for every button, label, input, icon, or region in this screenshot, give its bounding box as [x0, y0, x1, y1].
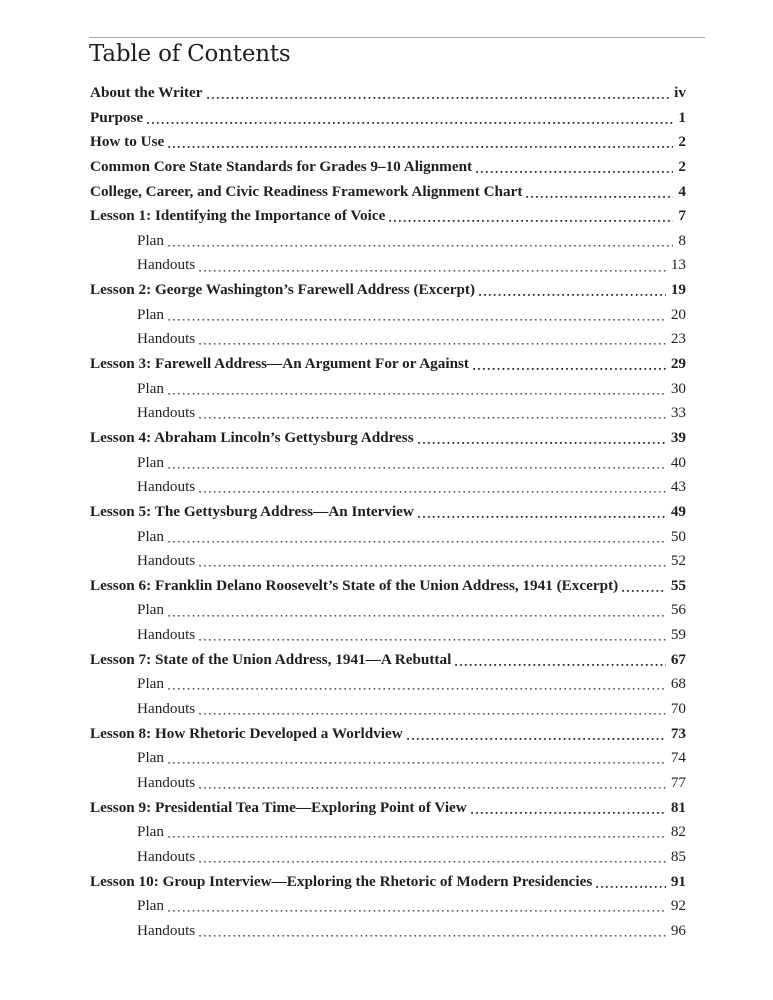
- toc-entry-page: 1: [678, 108, 686, 126]
- toc-entry: [90, 81, 686, 106]
- toc-subentry: [90, 598, 686, 623]
- toc-entry-label: Handouts: [137, 478, 196, 496]
- toc-leader-dots: [147, 106, 673, 131]
- toc-entry-page: 49: [670, 502, 686, 520]
- toc-entry-label: Plan: [137, 823, 165, 841]
- toc-entry-page: 33: [670, 404, 686, 422]
- toc-entry-page: 23: [670, 330, 686, 348]
- toc-entry: [90, 130, 686, 155]
- toc-subentry: [90, 327, 686, 352]
- toc-subentry: [90, 451, 686, 476]
- toc-entry-label: College, Career, and Civic Readiness Framework Alignment Chart: [90, 182, 523, 200]
- header-rule: [89, 37, 705, 38]
- toc-entry-label: Lesson 3: Farewell Address—An Argument For or Against: [90, 355, 469, 373]
- toc-entry-label: Plan: [137, 675, 165, 693]
- toc-entry: [90, 180, 686, 205]
- toc-entry-page: 8: [678, 231, 686, 249]
- toc-leader-dots: [207, 81, 670, 106]
- toc-leader-dots: [168, 130, 673, 155]
- toc-leader-dots: [199, 697, 666, 722]
- toc-subentry: [90, 672, 686, 697]
- toc-leader-dots: [199, 253, 666, 278]
- toc-subentry: [90, 475, 686, 500]
- toc-entry: [90, 106, 686, 131]
- toc-list: [90, 81, 686, 943]
- toc-entry-page: 52: [670, 552, 686, 570]
- toc-leader-dots: [418, 500, 666, 525]
- toc-entry-label: Common Core State Standards for Grades 9–10 Alignment: [90, 157, 473, 175]
- toc-entry-page: 50: [670, 527, 686, 545]
- toc-subentry: [90, 746, 686, 771]
- toc-leader-dots: [168, 451, 666, 476]
- toc-entry-page: 59: [670, 626, 686, 644]
- toc-entry-label: Lesson 2: George Washington’s Farewell Address (Excerpt): [90, 281, 476, 299]
- toc-entry-page: 43: [670, 478, 686, 496]
- page-title: Table of Contents: [89, 41, 291, 67]
- toc-entry-page: 73: [670, 724, 686, 742]
- toc-entry-page: 2: [678, 133, 686, 151]
- toc-subentry: [90, 253, 686, 278]
- toc-entry-label: Handouts: [137, 921, 196, 939]
- toc-entry-page: 19: [670, 281, 686, 299]
- toc-entry-label: Handouts: [137, 552, 196, 570]
- toc-leader-dots: [473, 352, 666, 377]
- toc-entry-page: 82: [670, 823, 686, 841]
- toc-subentry: [90, 549, 686, 574]
- toc-entry-page: 67: [670, 650, 686, 668]
- toc-leader-dots: [199, 919, 666, 944]
- toc-entry-page: 40: [670, 453, 686, 471]
- toc-entry-page: 68: [670, 675, 686, 693]
- toc-subentry: [90, 820, 686, 845]
- toc-entry-page: 29: [670, 355, 686, 373]
- toc-leader-dots: [526, 180, 673, 205]
- toc-leader-dots: [622, 574, 666, 599]
- toc-entry-label: Handouts: [137, 847, 196, 865]
- toc-leader-dots: [168, 598, 666, 623]
- toc-subentry: [90, 623, 686, 648]
- toc-subentry: [90, 919, 686, 944]
- toc-leader-dots: [199, 549, 666, 574]
- toc-leader-dots: [199, 845, 666, 870]
- toc-entry-label: Lesson 1: Identifying the Importance of Voice: [90, 207, 386, 225]
- toc-entry-page: 91: [670, 872, 686, 890]
- toc-subentry: [90, 401, 686, 426]
- toc-leader-dots: [168, 746, 666, 771]
- toc-subentry: [90, 845, 686, 870]
- toc-entry-label: Lesson 7: State of the Union Address, 1941—A Rebuttal: [90, 650, 452, 668]
- toc-entry-label: Handouts: [137, 626, 196, 644]
- toc-leader-dots: [199, 771, 666, 796]
- toc-entry-label: About the Writer: [90, 84, 203, 101]
- toc-leader-dots: [168, 672, 666, 697]
- toc-entry-label: Handouts: [137, 256, 196, 274]
- toc-leader-dots: [418, 426, 666, 451]
- toc-entry-page: 20: [670, 305, 686, 323]
- toc-subentry: [90, 303, 686, 328]
- toc-leader-dots: [168, 303, 666, 328]
- toc-subentry: [90, 377, 686, 402]
- toc-subentry: [90, 697, 686, 722]
- toc-entry: [90, 648, 686, 673]
- toc-entry: [90, 426, 686, 451]
- toc-entry-label: Plan: [137, 305, 165, 323]
- toc-entry-label: Handouts: [137, 773, 196, 791]
- toc-leader-dots: [389, 204, 673, 229]
- toc-entry-page: 55: [670, 576, 686, 594]
- toc-subentry: [90, 229, 686, 254]
- toc-entry-page: 74: [670, 749, 686, 767]
- toc-entry-label: Plan: [137, 897, 165, 915]
- toc-entry-page: 4: [678, 182, 686, 200]
- toc-entry-label: Lesson 9: Presidential Tea Time—Exploring Point of View: [90, 798, 467, 816]
- toc-entry-page: 77: [670, 773, 686, 791]
- toc-entry-page: 96: [670, 921, 686, 939]
- toc-entry-page: 7: [678, 207, 686, 225]
- toc-entry-label: Lesson 4: Abraham Lincoln’s Gettysburg Address: [90, 428, 414, 446]
- toc-entry-page: 85: [670, 847, 686, 865]
- toc-entry: [90, 796, 686, 821]
- toc-entry: [90, 204, 686, 229]
- toc-entry-page: 2: [678, 157, 686, 175]
- toc-entry-page: 30: [670, 379, 686, 397]
- toc-leader-dots: [407, 722, 666, 747]
- toc-leader-dots: [476, 155, 673, 180]
- toc-leader-dots: [199, 475, 666, 500]
- toc-entry-label: Handouts: [137, 700, 196, 718]
- toc-entry-label: Lesson 8: How Rhetoric Developed a Worldview: [90, 724, 403, 742]
- toc-entry-label: Purpose: [90, 108, 144, 126]
- toc-entry: [90, 500, 686, 525]
- toc-leader-dots: [199, 327, 666, 352]
- toc-entry-label: Plan: [137, 601, 165, 619]
- toc-leader-dots: [455, 648, 666, 673]
- toc-leader-dots: [199, 623, 666, 648]
- toc-entry-label: Lesson 5: The Gettysburg Address—An Interview: [90, 502, 414, 520]
- toc-leader-dots: [479, 278, 666, 303]
- toc-entry-label: Lesson 10: Group Interview—Exploring the Rhetoric of Modern Presidencies: [90, 872, 593, 890]
- toc-entry-label: Lesson 6: Franklin Delano Roosevelt’s State of the Union Address, 1941 (Excerpt): [90, 576, 619, 594]
- toc-entry-label: Plan: [137, 231, 165, 249]
- toc-entry: [90, 352, 686, 377]
- toc-entry-page: 92: [670, 897, 686, 915]
- toc-entry: [90, 722, 686, 747]
- toc-leader-dots: [168, 894, 666, 919]
- toc-entry-label: Plan: [137, 379, 165, 397]
- toc-entry-label: Handouts: [137, 404, 196, 422]
- toc-entry: [90, 155, 686, 180]
- toc-entry: [90, 870, 686, 895]
- toc-leader-dots: [168, 525, 666, 550]
- toc-entry-label: Plan: [137, 527, 165, 545]
- toc-entry-page: 39: [670, 428, 686, 446]
- toc-entry-page: iv: [674, 84, 686, 101]
- toc-subentry: [90, 771, 686, 796]
- toc-leader-dots: [168, 820, 666, 845]
- toc-leader-dots: [168, 229, 673, 254]
- toc-entry-page: 81: [670, 798, 686, 816]
- toc-entry-page: 13: [670, 256, 686, 274]
- toc-entry-label: Handouts: [137, 330, 196, 348]
- toc-subentry: [90, 894, 686, 919]
- toc-leader-dots: [596, 870, 666, 895]
- toc-entry: [90, 574, 686, 599]
- toc-leader-dots: [199, 401, 666, 426]
- toc-leader-dots: [168, 377, 666, 402]
- toc-entry-page: 56: [670, 601, 686, 619]
- toc-entry: [90, 278, 686, 303]
- toc-entry-page: 70: [670, 700, 686, 718]
- toc-subentry: [90, 525, 686, 550]
- toc-leader-dots: [471, 796, 666, 821]
- toc-entry-label: Plan: [137, 749, 165, 767]
- toc-entry-label: Plan: [137, 453, 165, 471]
- toc-entry-label: How to Use: [90, 133, 165, 151]
